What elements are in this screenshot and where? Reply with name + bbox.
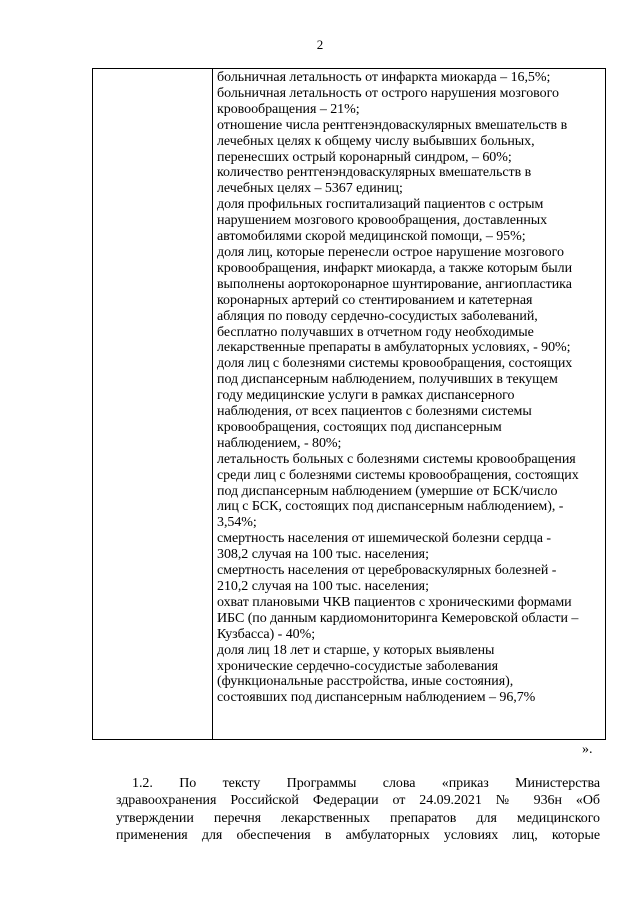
table-line: Кузбасса) - 40%; [217,626,316,642]
table-line: под диспансерным наблюдением (умершие от БСК/число [217,483,558,499]
table-line: летальность больных с болезнями системы кровообращения [217,451,576,467]
targets-table [92,68,606,740]
table-line: смертность населения от ишемической болезни сердца - [217,531,552,547]
table-line: кровообращения – 21%; [217,101,360,117]
table-line: состоявших под диспансерным наблюдением – 96,7% [217,690,536,706]
table-line: выполнены аортокоронарное шунтирование, ангиопластика [217,276,572,292]
table-line: отношение числа рентгенэндоваскулярных вмешательств в [217,117,568,133]
table-line: доля лиц с болезнями системы кровообращения, состоящих [217,356,573,372]
page-number: 2 [316,37,324,52]
column-divider [212,69,213,739]
paragraph-line: применения для обеспечения в амбулаторных условиях лиц, которые [116,827,600,843]
table-line: больничная летальность от острого нарушения мозгового [217,85,559,101]
table-line: под диспансерным наблюдением, получивших в текущем [217,372,558,388]
table-line: среди лиц с болезнями системы кровообращения, состоящих [217,467,579,483]
amendment-paragraph [116,775,600,844]
table-line: лекарственные препараты в амбулаторных условиях, - 90%; [217,340,571,356]
table-line: бесплатно получавших в отчетном году необходимые [217,324,534,340]
table-line: охват плановыми ЧКВ пациентов с хроническими формами [217,594,572,610]
table-line: нарушением мозгового кровообращения, доставленных [217,213,548,229]
table-line: кровообращения, инфаркт миокарда, а также которым были [217,260,573,276]
table-line: автомобилями скорой медицинской помощи, – 95%; [217,229,526,245]
table-line: хронические сердечно-сосудистые заболевания [217,658,498,674]
table-line: абляция по поводу сердечно-сосудистых заболеваний, [217,308,538,324]
targets-cell [217,70,601,706]
table-line: лечебных целях к общему числу выбывших больных, [217,133,535,149]
table-line: кровообращения, состоящих под диспансерным [217,419,502,435]
paragraph-line: 1.2. По тексту Программы слова «приказ Министерства [132,776,600,791]
table-line: количество рентгенэндоваскулярных вмешательств в [217,165,532,181]
table-line: 3,54%; [217,515,257,531]
paragraph-line: утверждении перечня лекарственных препаратов для медицинского [116,810,600,826]
table-line: доля лиц 18 лет и старше, у которых выявлены [217,642,495,658]
table-line: 308,2 случая на 100 тыс. населения; [217,547,429,563]
table-line: наблюдением, - 80%; [217,435,342,451]
table-line: ИБС (по данным кардиомониторинга Кемеровской области – [217,610,579,626]
table-line: лечебных целях – 5367 единиц; [217,181,403,197]
table-line: наблюдения, от всех пациентов с болезнями системы [217,404,532,420]
table-line: 210,2 случая на 100 тыс. населения; [217,579,429,594]
table-line: доля лиц, которые перенесли острое нарушение мозгового [217,244,564,260]
table-line: лиц с БСК, состоящих под диспансерным наблюдением), - [217,499,564,515]
table-line: (функциональные расстройства, иные состояния), [217,674,514,690]
table-line: перенесших острый коронарный синдром, – 60%; [217,149,512,165]
table-line: коронарных артерий со стентированием и катетерная [217,292,533,308]
table-line: доля профильных госпитализаций пациентов с острым [217,197,544,213]
table-line: смертность населения от цереброваскулярных болезней - [217,563,557,579]
paragraph-line: здравоохранения Российской Федерации от 24.09.2021 № 936н «Об [116,793,600,809]
table-line: году медицинские услуги в рамках диспансерного [217,388,515,404]
closing-quote: ». [582,742,593,757]
table-line: больничная летальность от инфаркта миокарда – 16,5%; [217,70,551,85]
